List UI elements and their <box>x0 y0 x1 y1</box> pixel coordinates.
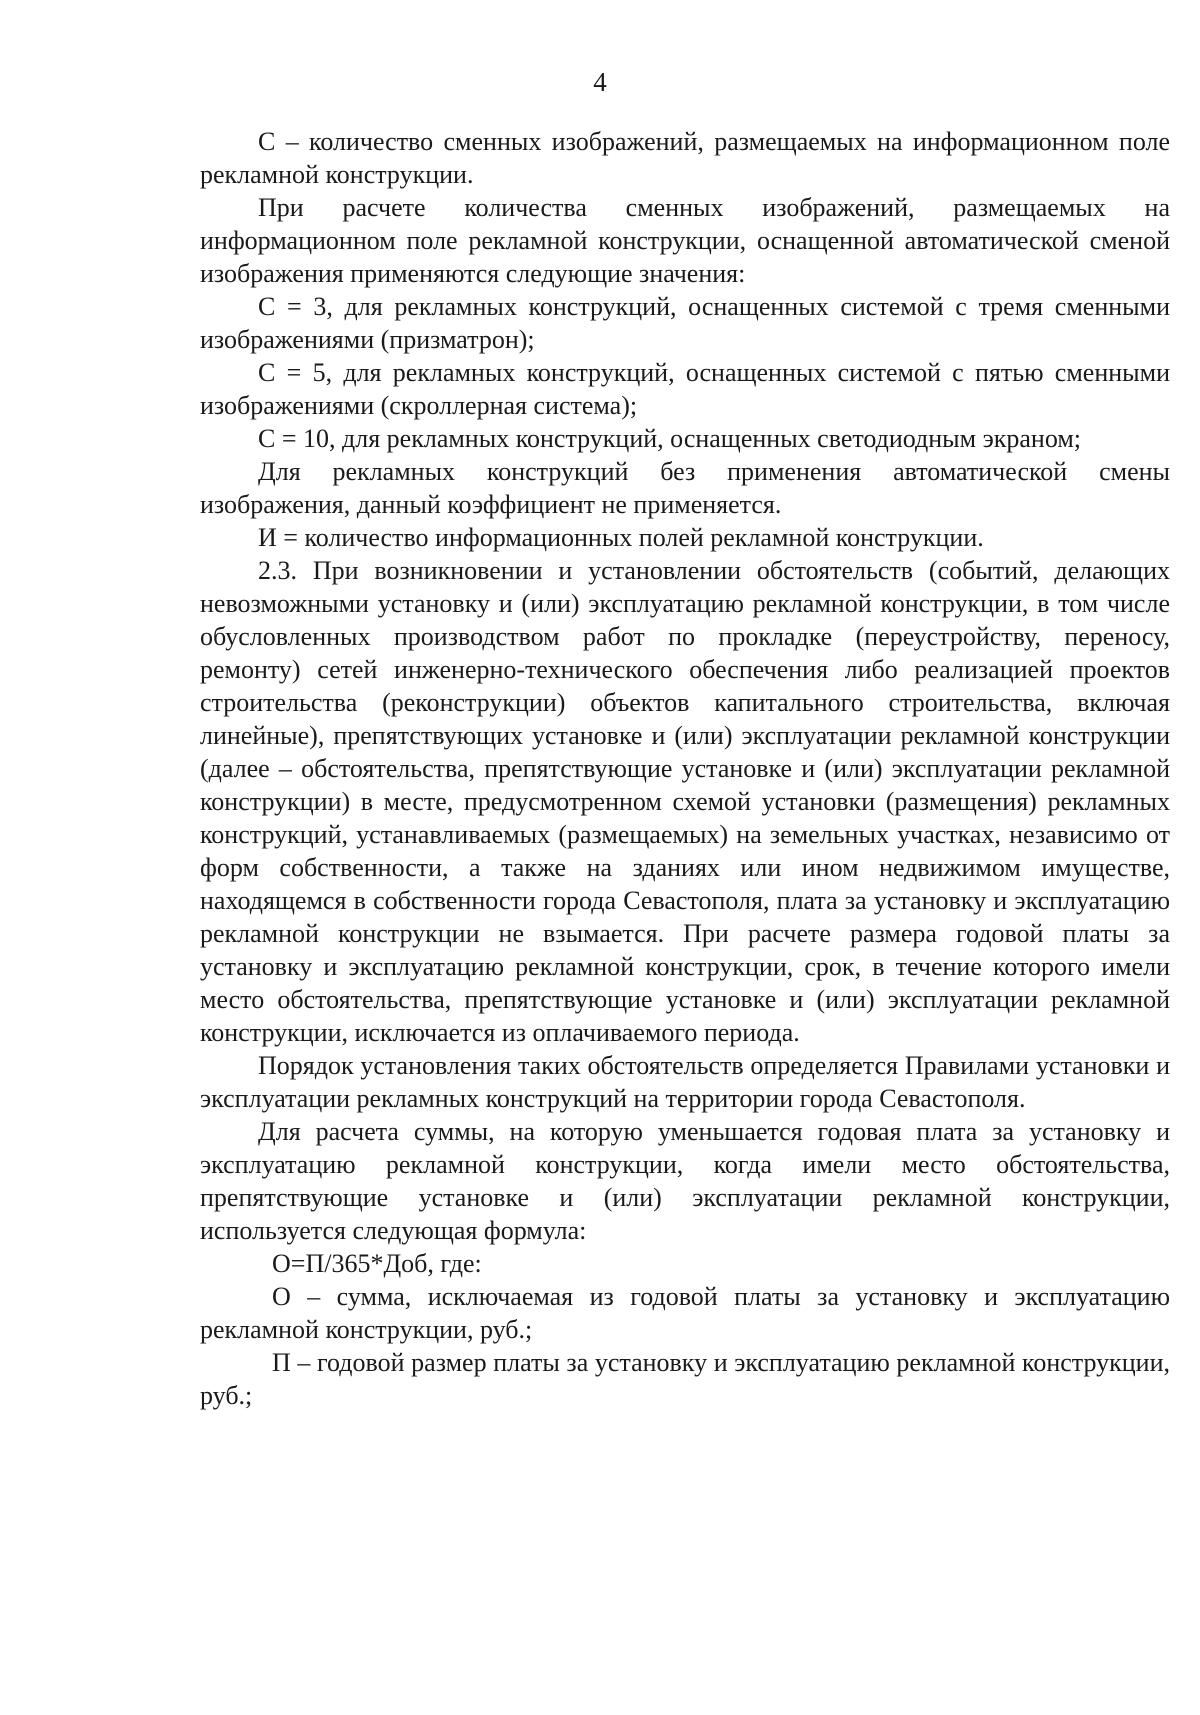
paragraph: И = количество информационных полей рекламной конструкции. <box>258 523 984 552</box>
paragraph: При расчете количества сменных изображений, размещаемых на информационном поле рекламной конструкции, оснащенной автоматической сменой изображения применяются следующие значения: <box>200 193 1170 288</box>
paragraph: С = 5, для рекламных конструкций, оснащенных системой с пятью сменными изображениями (скроллерная система); <box>200 358 1170 420</box>
paragraph: С = 10, для рекламных конструкций, оснащенных светодиодным экраном; <box>258 424 1082 453</box>
page-number: 4 <box>593 67 607 97</box>
paragraph: С – количество сменных изображений, размещаемых на информационном поле рекламной конструкции. <box>200 127 1170 189</box>
document-body <box>200 125 1170 1412</box>
paragraph: Порядок установления таких обстоятельств определяется Правилами установки и эксплуатации рекламных конструкций на территории города Севастополя. <box>200 1051 1170 1113</box>
definition-item: П – годовой размер платы за установку и эксплуатацию рекламной конструкции, руб.; <box>200 1348 1170 1410</box>
paragraph: Для расчета суммы, на которую уменьшается годовая плата за установку и эксплуатацию рекламной конструкции, когда имели место обстоятельства, препятствующие установке и (или) эксплуатации рекламной конструкции, используется следующая формула: <box>200 1117 1170 1245</box>
formula: О=П/365*Доб, где: <box>272 1249 482 1278</box>
paragraph: 2.3. При возникновении и установлении обстоятельств (событий, делающих невозможными установку и (или) эксплуатацию рекламной конструкции, в том числе обусловленных производством работ по прокладке (переустройству, переносу, ремонту) сетей инженерно-технического обеспечения либо реализацией проектов строительства (реконструкции) объектов капитального строительства, включая линейные), препятствующих установке и (или) эксплуатации рекламной конструкции (далее – обстоятельства, препятствующие установке и (или) эксплуатации рекламной конструкции) в месте, предусмотренном схемой установки (размещения) рекламных конструкций, устанавливаемых (размещаемых) на земельных участках, независимо от форм собственности, а также на зданиях или ином недвижимом имуществе, находящемся в собственности города Севастополя, плата за установку и эксплуатацию рекламной конструкции не взымается. При расчете размера годовой платы за установку и эксплуатацию рекламной конструкции, срок, в течение которого имели место обстоятельства, препятствующие установке и (или) эксплуатации рекламной конструкции, исключается из оплачиваемого периода. <box>200 556 1170 1047</box>
definition-item: О – сумма, исключаемая из годовой платы за установку и эксплуатацию рекламной конструкции, руб.; <box>200 1282 1170 1344</box>
paragraph: С = 3, для рекламных конструкций, оснащенных системой с тремя сменными изображениями (призматрон); <box>200 292 1170 354</box>
paragraph: Для рекламных конструкций без применения автоматической смены изображения, данный коэффициент не применяется. <box>200 457 1170 519</box>
